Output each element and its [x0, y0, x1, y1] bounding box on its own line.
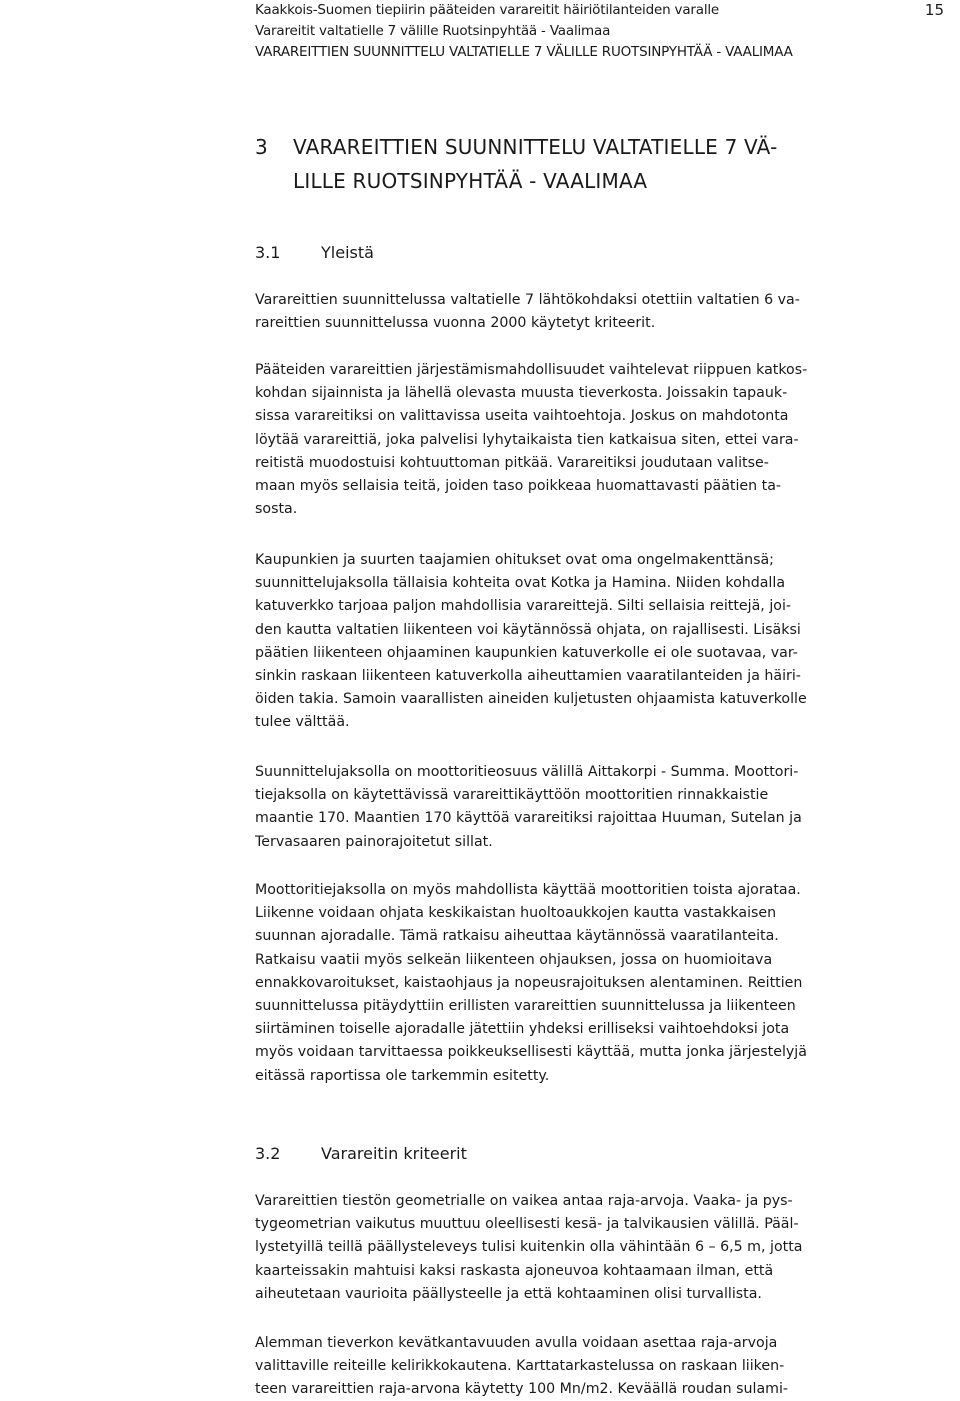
text-line: Ratkaisu vaatii myös selkeän liikenteen ohjauksen, jossa on huomioitava	[255, 951, 773, 968]
section-heading-criteria	[255, 1142, 467, 1166]
text-line: kohdan sijainnista ja lähellä olevasta muusta tieverkosta. Joissakin tapauk-	[255, 385, 788, 402]
text-line: maantie 170. Maantien 170 käyttöä varareitiksi rajoittaa Huuman, Sutelan ja	[255, 810, 802, 827]
text-line: tulee välttää.	[255, 714, 350, 731]
text-line: öiden takia. Samoin vaarallisten aineiden kuljetusten ohjaamista katuverkolle	[255, 691, 807, 708]
text-line: Liikenne voidaan ohjata keskikaistan huoltoaukkojen kautta vastakkaisen	[255, 905, 777, 922]
text-line: kaarteissakin mahtuisi kaksi raskasta ajoneuvoa kohtaamaan ilman, että	[255, 1262, 774, 1279]
text-line: valittaville reiteille kelirikkokautena. Karttatarkastelussa on raskaan liiken-	[255, 1358, 785, 1375]
text-line: päätien liikenteen ohjaaminen kaupunkien katuverkolle ei ole suotavaa, var-	[255, 644, 798, 661]
text-line: tiejaksolla on käytettävissä varareittikäyttöön moottoritien rinnakkaistie	[255, 787, 769, 804]
text-line: Pääteiden varareittien järjestämismahdollisuudet vaihtelevat riippuen katkos-	[255, 362, 808, 378]
paragraph	[255, 1332, 953, 1401]
running-header-line-1: Kaakkois-Suomen tiepiirin pääteiden varareitit häiriötilanteiden varalle	[255, 2, 720, 18]
text-line: sosta.	[255, 501, 298, 518]
text-line: Alemman tieverkon kevätkantavuuden avulla voidaan asettaa raja-arvoja	[255, 1335, 778, 1351]
text-line: suunnittelussa pitäydyttiin erillisten varareittien suunnittelussa ja liikenteen	[255, 998, 796, 1015]
section-number: 3.1	[255, 243, 281, 262]
text-line: löytää varareittiä, joka palvelisi lyhytaikaista tien katkaisua siten, ettei vara-	[255, 431, 799, 448]
text-line: tygeometrian vaikutus muuttuu oleellisesti kesä- ja talvikausien välillä. Pääl-	[255, 1216, 799, 1233]
text-line: reitistä muodostuisi kohtuuttoman pitkää. Varareitiksi joudutaan valitse-	[255, 454, 769, 471]
text-line: siirtäminen toiselle ajoradalle jätettiin yhdeksi erilliseksi vaihtoehdoksi jota	[255, 1021, 790, 1038]
text-line: Kaupunkien ja suurten taajamien ohitukset ovat oma ongelmakenttänsä;	[255, 552, 774, 568]
paragraph	[255, 549, 953, 735]
text-line: suunnan ajoradalle. Tämä ratkaisu aiheuttaa käytännössä vaaratilanteita.	[255, 928, 779, 945]
running-header-line-3: VARAREITTIEN SUUNNITTELU VALTATIELLE 7 VÄLILLE RUOTSINPYHTÄÄ - VAALIMAA	[255, 44, 793, 60]
section-heading-general	[255, 241, 374, 265]
chapter-title-line-1: VARAREITTIEN SUUNNITTELU VALTATIELLE 7 VÄ-	[293, 135, 778, 159]
text-line: katuverkko tarjoaa paljon mahdollisia varareittejä. Silti sellaisia reittejä, joi-	[255, 598, 791, 615]
running-header-line-2: Varareitit valtatielle 7 välille Ruotsinpyhtää - Vaalimaa	[255, 23, 611, 39]
paragraph	[255, 359, 953, 521]
paragraph	[255, 1190, 953, 1306]
text-line: Suunnittelujaksolla on moottoritieosuus välillä Aittakorpi - Summa. Moottori-	[255, 764, 799, 780]
text-line: aiheutetaan vaurioita päällysteelle ja että kohtaaminen olisi turvallista.	[255, 1285, 762, 1302]
paragraph	[255, 289, 953, 335]
text-line: suunnittelujaksolla tällaisia kohteita ovat Kotka ja Hamina. Niiden kohdalla	[255, 575, 786, 592]
page-number: 15	[924, 1, 944, 19]
text-line: den kautta valtatien liikenteen voi käytännössä ohjata, on rajallisesti. Lisäksi	[255, 621, 801, 638]
section-title: Yleistä	[321, 243, 374, 262]
text-line: maan myös sellaisia teitä, joiden taso poikkeaa huomattavasti päätien ta-	[255, 478, 782, 495]
paragraph	[255, 879, 953, 1088]
text-line: myös voidaan tarvittaessa poikkeuksellisesti käyttää, mutta jonka järjestelyjä	[255, 1044, 807, 1061]
text-line: rareittien suunnittelussa vuonna 2000 käytetyt kriteerit.	[255, 315, 656, 332]
text-line: eitässä raportissa ole tarkemmin esitetty.	[255, 1067, 550, 1084]
chapter-title	[255, 130, 935, 198]
section-number: 3.2	[255, 1144, 281, 1163]
section-title: Varareitin kriteerit	[321, 1144, 467, 1163]
text-line: Moottoritiejaksolla on myös mahdollista käyttää moottoritien toista ajorataa.	[255, 882, 801, 898]
text-line: Varareittien suunnittelussa valtatielle 7 lähtökohdaksi otettiin valtatien 6 va-	[255, 292, 800, 308]
text-line: ennakkovaroitukset, kaistaohjaus ja nopeusrajoituksen alentaminen. Reittien	[255, 974, 803, 991]
running-header	[255, 0, 945, 63]
chapter-title-line-2: LILLE RUOTSINPYHTÄÄ - VAALIMAA	[293, 169, 648, 193]
text-line: sinkin raskaan liikenteen katuverkolla aiheuttamien vaaratilanteiden ja häiri-	[255, 668, 801, 685]
text-line: teen varareittien raja-arvona käytetty 100 Mn/m2. Keväällä roudan sulami-	[255, 1381, 789, 1398]
chapter-number: 3	[255, 135, 268, 159]
paragraph	[255, 761, 953, 854]
text-line: Tervasaaren painorajoitetut sillat.	[255, 833, 493, 850]
text-line: sissa varareitiksi on valittavissa useita vaihtoehtoja. Joskus on mahdotonta	[255, 408, 789, 425]
text-line: Varareittien tiestön geometrialle on vaikea antaa raja-arvoja. Vaaka- ja pys-	[255, 1193, 793, 1209]
text-line: lystetyillä teillä päällysteleveys tulisi kuitenkin olla vähintään 6 – 6,5 m, jotta	[255, 1239, 803, 1256]
